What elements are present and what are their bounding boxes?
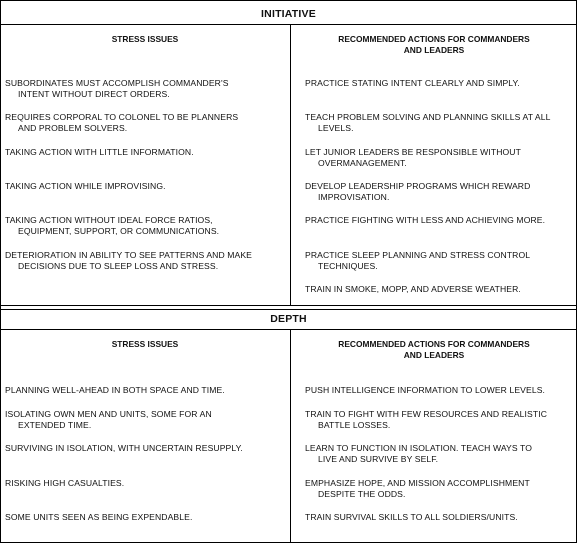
- stress-issue: SOME UNITS SEEN AS BEING EXPENDABLE.: [5, 512, 193, 522]
- column-divider: [290, 24, 291, 305]
- recommended-action: PRACTICE SLEEP PLANNING AND STRESS CONTROL TECHNIQUES.: [305, 250, 531, 272]
- divider: [0, 309, 577, 310]
- stress-issue: TAKING ACTION WHILE IMPROVISING.: [5, 181, 166, 191]
- section-title: DEPTH: [270, 313, 307, 325]
- stress-issue: ISOLATING OWN MEN AND UNITS, SOME FOR AN EXTENDED TIME.: [5, 409, 212, 431]
- recommended-action: TEACH PROBLEM SOLVING AND PLANNING SKILLS AT ALL LEVELS.: [305, 112, 551, 134]
- divider: [0, 329, 577, 330]
- recommended-action: TRAIN SURVIVAL SKILLS TO ALL SOLDIERS/UNITS.: [305, 512, 518, 522]
- column-header-stress-issues: STRESS ISSUES: [111, 34, 179, 44]
- recommended-action: PRACTICE FIGHTING WITH LESS AND ACHIEVING MORE.: [305, 215, 546, 225]
- stress-issue: TAKING ACTION WITH LITTLE INFORMATION.: [5, 147, 194, 157]
- stress-issue: SURVIVING IN ISOLATION, WITH UNCERTAIN RESUPPLY.: [5, 443, 243, 453]
- column-header-stress-issues: STRESS ISSUES: [111, 339, 179, 349]
- column-header-recommended-actions: RECOMMENDED ACTIONS FOR COMMANDERS AND LEADERS: [338, 339, 530, 360]
- section-title: INITIATIVE: [261, 8, 316, 20]
- divider: [0, 24, 577, 25]
- stress-issue: TAKING ACTION WITHOUT IDEAL FORCE RATIOS, EQUIPMENT, SUPPORT, OR COMMUNICATIONS.: [5, 215, 220, 237]
- column-divider: [290, 329, 291, 543]
- stress-issue: RISKING HIGH CASUALTIES.: [5, 478, 125, 488]
- recommended-action: DEVELOP LEADERSHIP PROGRAMS WHICH REWARD IMPROVISATION.: [305, 181, 531, 203]
- recommended-action: TRAIN IN SMOKE, MOPP, AND ADVERSE WEATHER.: [305, 284, 521, 294]
- recommended-action: LEARN TO FUNCTION IN ISOLATION. TEACH WAYS TO LIVE AND SURVIVE BY SELF.: [305, 443, 533, 465]
- stress-issue: SUBORDINATES MUST ACCOMPLISH COMMANDER'S INTENT WITHOUT DIRECT ORDERS.: [5, 78, 229, 100]
- recommended-action: EMPHASIZE HOPE, AND MISSION ACCOMPLISHMENT DESPITE THE ODDS.: [305, 478, 530, 500]
- stress-issue: REQUIRES CORPORAL TO COLONEL TO BE PLANNERS AND PROBLEM SOLVERS.: [5, 112, 239, 134]
- stress-issue: PLANNING WELL-AHEAD IN BOTH SPACE AND TIME.: [5, 385, 225, 395]
- recommended-action: PUSH INTELLIGENCE INFORMATION TO LOWER LEVELS.: [305, 385, 546, 395]
- stress-issue: DETERIORATION IN ABILITY TO SEE PATTERNS AND MAKE DECISIONS DUE TO SLEEP LOSS AND STRESS.: [5, 250, 253, 272]
- column-header-recommended-actions: RECOMMENDED ACTIONS FOR COMMANDERS AND LEADERS: [338, 34, 530, 55]
- recommended-action: TRAIN TO FIGHT WITH FEW RESOURCES AND REALISTIC BATTLE LOSSES.: [305, 409, 548, 431]
- divider: [0, 305, 577, 306]
- recommended-action: LET JUNIOR LEADERS BE RESPONSIBLE WITHOUT OVERMANAGEMENT.: [305, 147, 521, 169]
- recommended-action: PRACTICE STATING INTENT CLEARLY AND SIMPLY.: [305, 78, 520, 88]
